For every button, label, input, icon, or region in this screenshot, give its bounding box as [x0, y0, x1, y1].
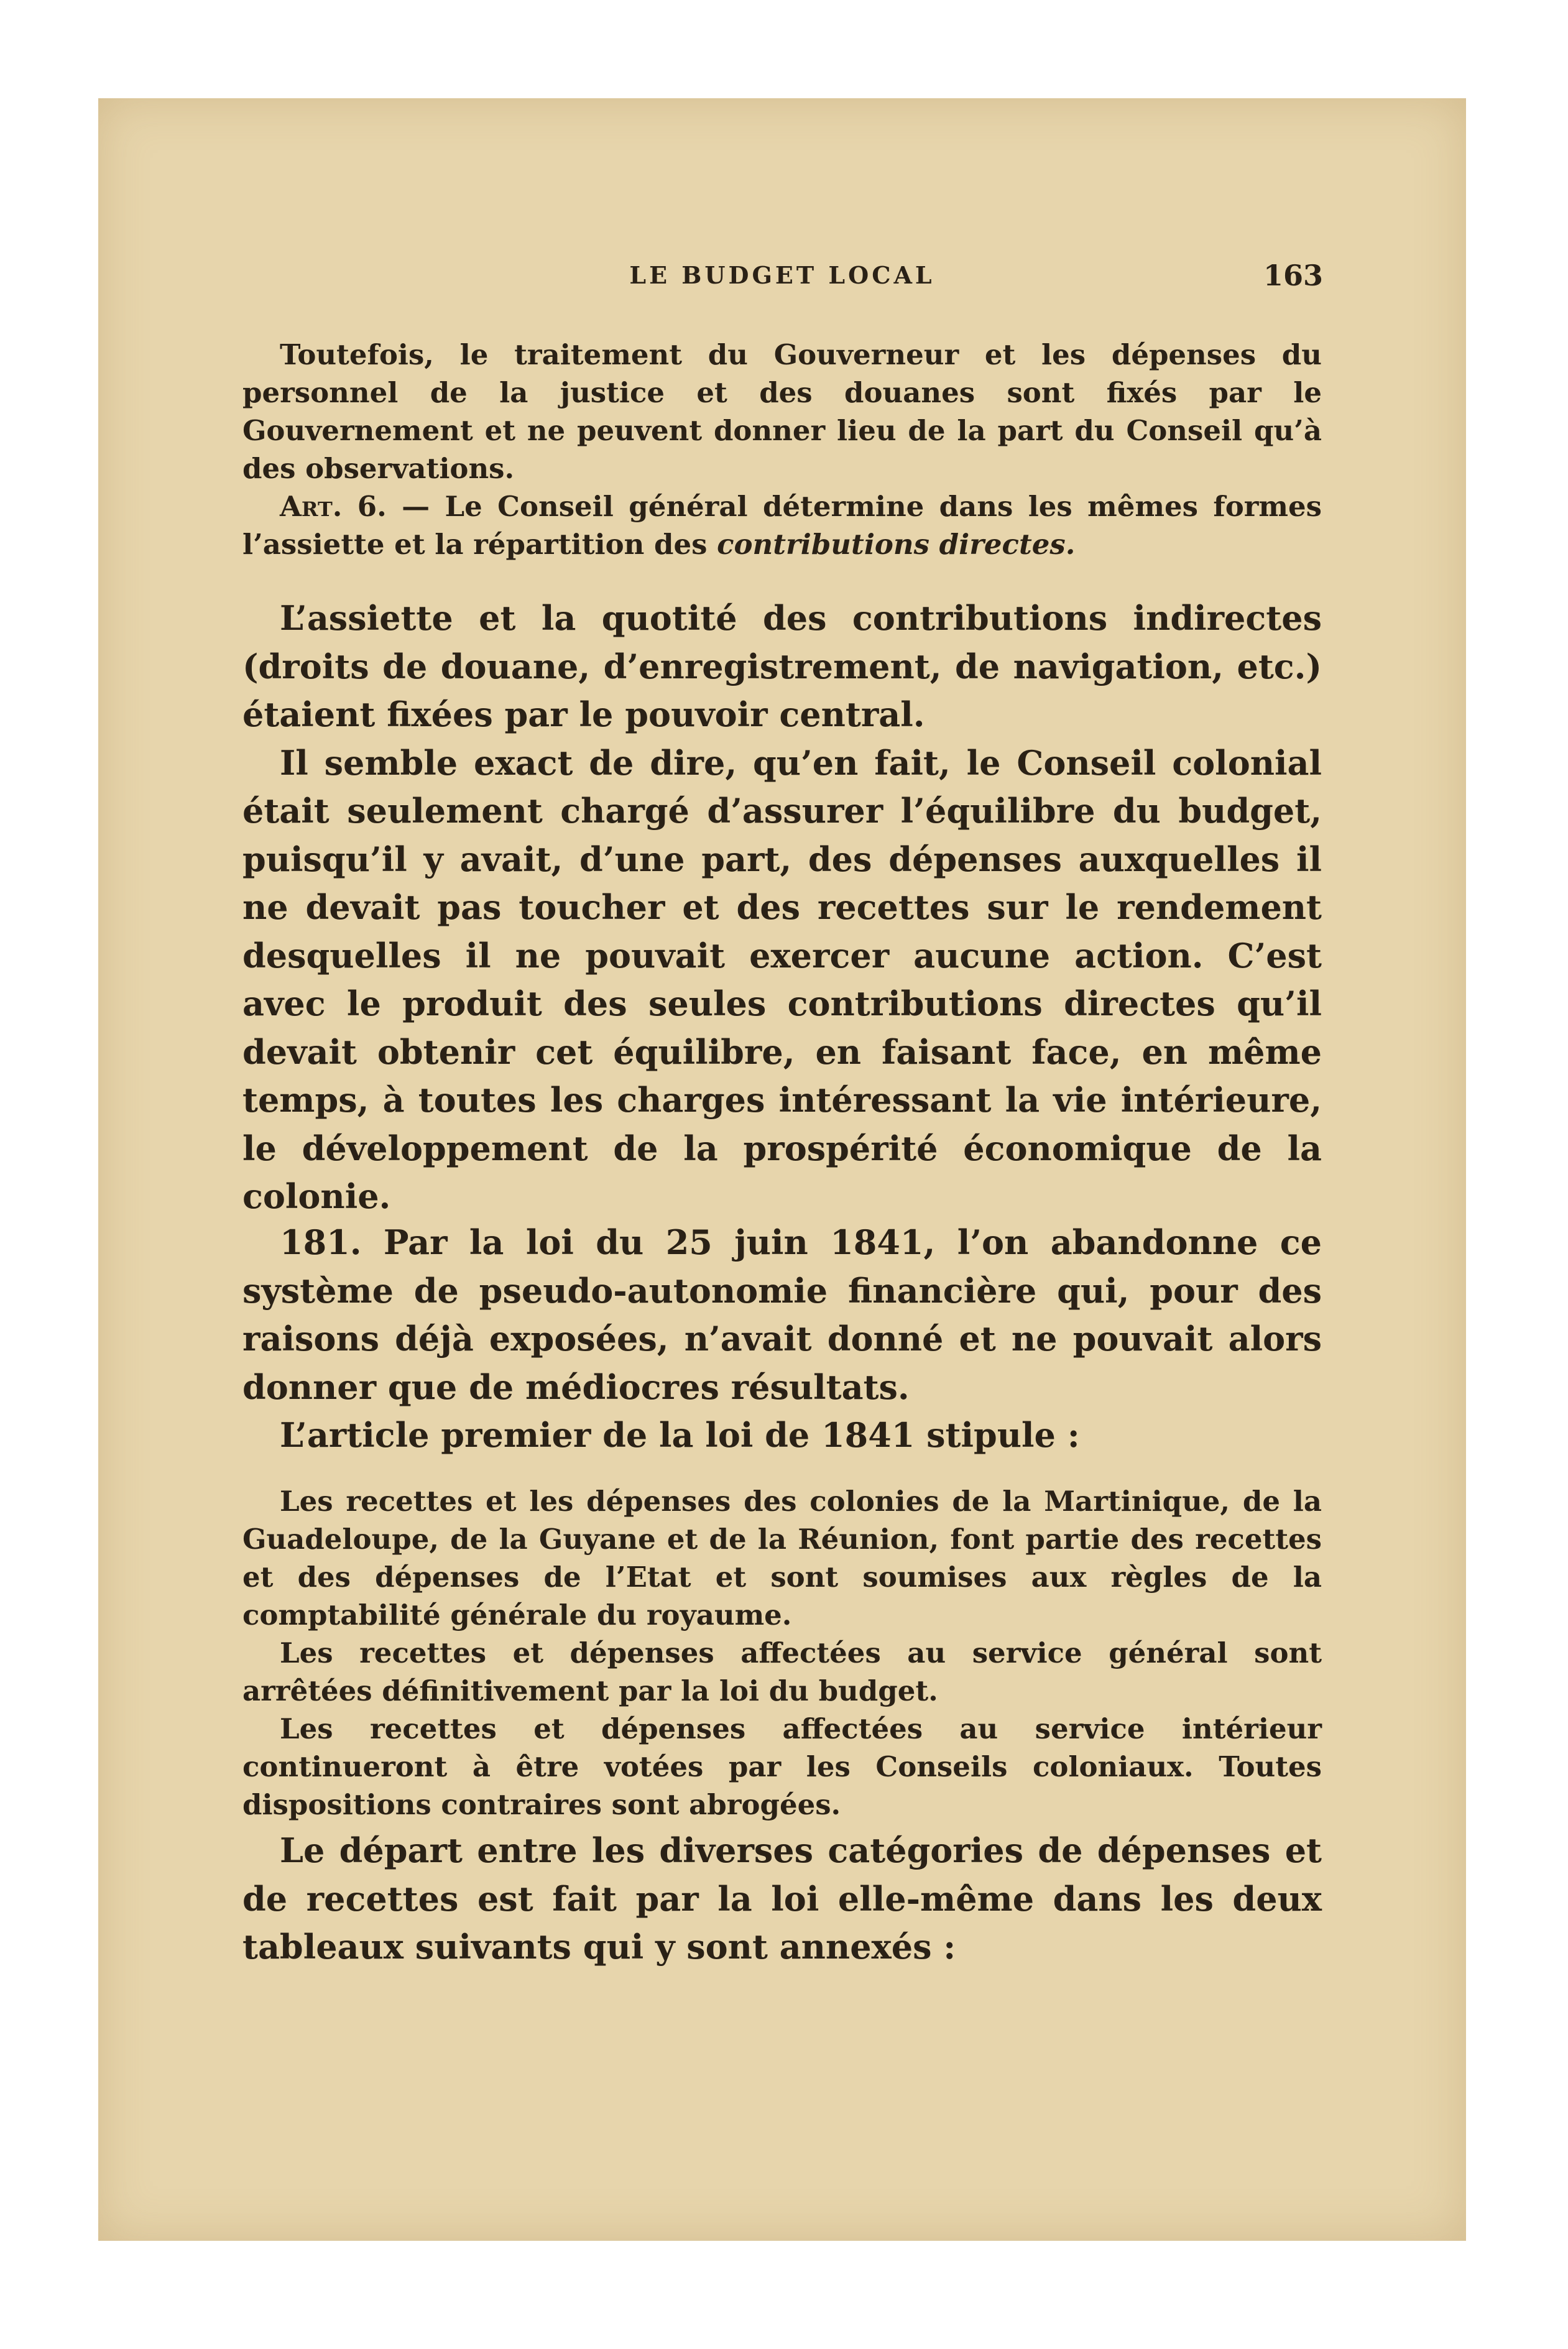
book-page: [98, 98, 1466, 2241]
article-italic: contributions directes.: [717, 528, 1076, 561]
quote-paragraph: Les recettes et les dépenses des colonies de la Martinique, de la Guadeloupe, de la Guyane et de la Réunion, font partie des recettes et des dépenses de l’Etat et sont soumises aux règles de la comptabilité générale du royaume.: [242, 1485, 1322, 1631]
body-paragraph: L’article premier de la loi de 1841 stipule :: [280, 1415, 1080, 1455]
quoted-law-text: [242, 1482, 1322, 1824]
quote-paragraph: Toutefois, le traitement du Gouverneur et les dépenses du personnel de la justice et des douanes sont fixés par le Gouvernement et ne peuvent donner lieu de la part du Conseil qu’à des observations.: [242, 338, 1322, 485]
running-title: LE BUDGET LOCAL: [629, 261, 935, 289]
body-paragraph: L’assiette et la quotité des contributions indirectes (droits de douane, d’enregistrement, de navigation, etc.) étaient fixées par le pouvoir central.: [242, 598, 1322, 734]
body-section-2: [242, 1219, 1322, 1460]
article-text: — Le Conseil général détermine dans les mêmes formes l’assiette et la répartition des: [242, 490, 1322, 561]
body-paragraph: Il semble exact de dire, qu’en fait, le Conseil colonial était seulement chargé d’assurer l’équilibre du budget, puisqu’il y avait, d’une part, des dépenses auxquelles il ne devait pas toucher et des recettes sur le rendement desquelles il ne pouvait exercer aucune action. C’est avec le produit des seules contributions directes qu’il devait obtenir cet équilibre, en faisant face, en même temps, à toutes les charges intéressant la vie intérieure, le développement de la prospérité économique de la colonie.: [242, 742, 1322, 1216]
article-label: Art. 6.: [280, 490, 387, 523]
page-header: [241, 261, 1323, 305]
body-section-1: [242, 594, 1322, 1221]
quote-paragraph: Les recettes et dépenses affectées au service général sont arrêtées définitivement par la loi du budget.: [242, 1636, 1322, 1707]
article-6-paragraph: [242, 487, 1322, 563]
body-paragraph: Le départ entre les diverses catégories de dépenses et de recettes est fait par la loi elle-même dans les deux tableaux suivants qui y sont annexés :: [242, 1830, 1322, 1967]
section-181-paragraph: 181. Par la loi du 25 juin 1841, l’on abandonne ce système de pseudo-autonomie financière qui, pour des raisons déjà exposées, n’avait donné et ne pouvait alors donner que de médiocres résultats.: [242, 1222, 1322, 1407]
quote-paragraph: Les recettes et dépenses affectées au service intérieur continueront à être votées par les Conseils coloniaux. Toutes dispositions contraires sont abrogées.: [242, 1712, 1322, 1821]
body-section-3: [242, 1827, 1322, 1972]
quoted-decree-text: [242, 336, 1322, 563]
page-number: 163: [1263, 259, 1323, 292]
